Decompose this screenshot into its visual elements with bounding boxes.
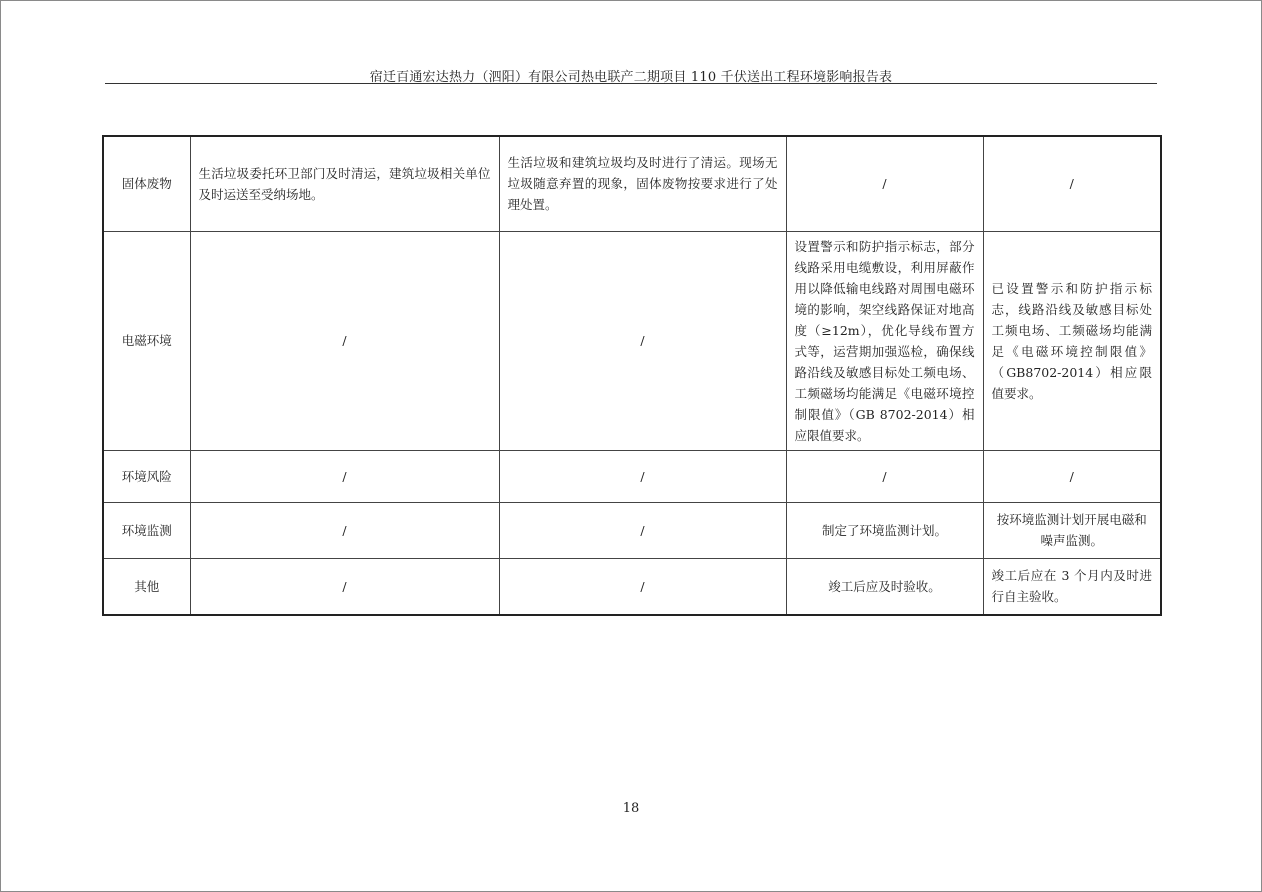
environmental-measures-table — [102, 135, 1162, 616]
table-cell: 竣工后应及时验收。 — [786, 558, 983, 615]
table-cell: / — [190, 450, 499, 502]
row-category: 其他 — [103, 558, 190, 615]
table-cell: 已设置警示和防护指示标志，线路沿线及敏感目标处工频电场、工频磁场均能满足《电磁环境控制限值》（GB8702-2014）相应限值要求。 — [983, 231, 1161, 450]
table-row-other — [103, 558, 1161, 615]
row-category: 环境风险 — [103, 450, 190, 502]
table-cell: 制定了环境监测计划。 — [786, 502, 983, 558]
table-cell: / — [499, 502, 786, 558]
table-row-solid-waste — [103, 136, 1161, 231]
table-row-electromagnetic — [103, 231, 1161, 450]
table-cell: 按环境监测计划开展电磁和噪声监测。 — [983, 502, 1161, 558]
header-divider — [105, 83, 1157, 84]
table-cell: / — [786, 136, 983, 231]
table-cell: / — [190, 231, 499, 450]
table-cell: 生活垃圾和建筑垃圾均及时进行了清运。现场无垃圾随意弃置的现象，固体废物按要求进行了处理处置。 — [499, 136, 786, 231]
table-cell: 竣工后应在 3 个月内及时进行自主验收。 — [983, 558, 1161, 615]
table-cell: / — [190, 502, 499, 558]
table-cell: / — [786, 450, 983, 502]
table-row-environmental-monitoring — [103, 502, 1161, 558]
row-category: 电磁环境 — [103, 231, 190, 450]
table-cell: / — [983, 450, 1161, 502]
table-cell: / — [983, 136, 1161, 231]
table-cell: / — [499, 450, 786, 502]
table-cell: / — [190, 558, 499, 615]
row-category: 环境监测 — [103, 502, 190, 558]
row-category: 固体废物 — [103, 136, 190, 231]
table-row-environmental-risk — [103, 450, 1161, 502]
table-cell: / — [499, 231, 786, 450]
page-number: 18 — [622, 801, 640, 816]
table-cell: 设置警示和防护指示标志，部分线路采用电缆敷设，利用屏蔽作用以降低输电线路对周围电磁环境的影响，架空线路保证对地高度（≥12m），优化导线布置方式等，运营期加强巡检，确保线路沿线及敏感目标处工频电场、工频磁场均能满足《电磁环境控制限值》（GB 8702-2014）相应限值要求。 — [786, 231, 983, 450]
table-cell: / — [499, 558, 786, 615]
table-cell: 生活垃圾委托环卫部门及时清运，建筑垃圾相关单位及时运送至受纳场地。 — [190, 136, 499, 231]
document-header-title: 宿迁百通宏达热力（泗阳）有限公司热电联产二期项目 110 千伏送出工程环境影响报告表 — [369, 70, 893, 85]
